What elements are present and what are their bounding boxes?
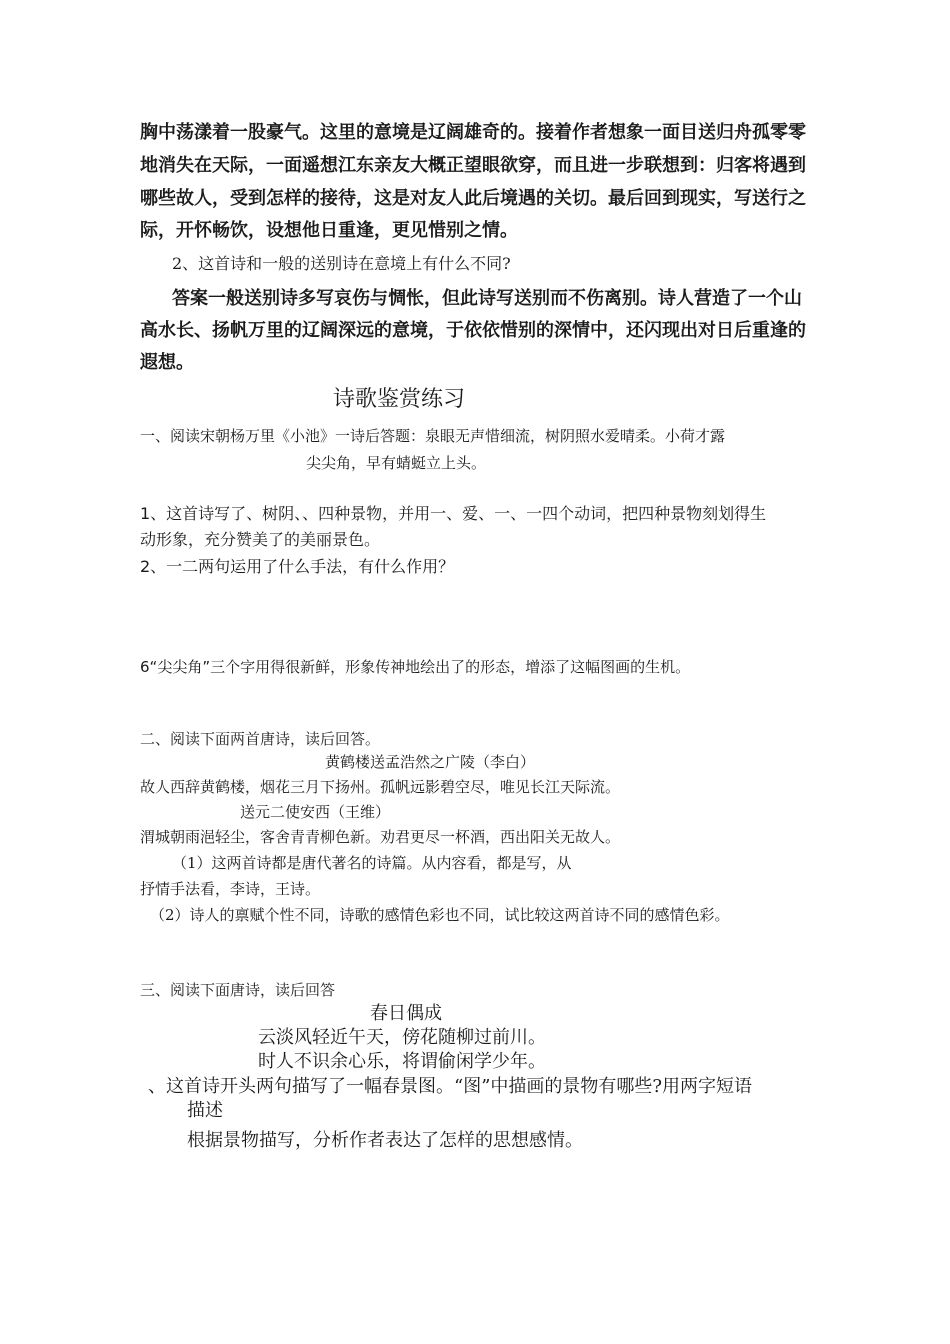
intro-line-3: 哪些故人，受到怎样的接待，这是对友人此后境遇的关切。最后回到现实，写送行之 xyxy=(140,188,806,209)
section1-q6: 6“尖尖角”三个字用得很新鲜，形象传神地绘出了的形态，增添了这幅图画的生机。 xyxy=(140,658,691,676)
section3-heading: 三、阅读下面唐诗，读后回答 xyxy=(140,981,336,999)
section1-heading-line-1: 一、阅读宋朝杨万里《小池》一诗后答题：泉眼无声惜细流，树阴照水爱晴柔。小荷才露 xyxy=(140,427,726,445)
answer-line-3: 遐想。 xyxy=(140,352,194,373)
poem1-title: 黄鹤楼送孟浩然之广陵（李白） xyxy=(325,753,536,771)
section1-q1-line-1: 1、这首诗写了、树阴、、四种景物，并用一、爱、一、一四个动词，把四种景物刻划得生 xyxy=(140,504,767,523)
intro-question-2: 2、这首诗和一般的送别诗在意境上有什么不同? xyxy=(172,254,511,273)
page-title: 诗歌鉴赏练习 xyxy=(333,387,466,412)
section3-q1-line-1: 、这首诗开头两句描写了一幅春景图。“图”中描画的景物有哪些?用两字短语 xyxy=(148,1076,753,1097)
section1-heading-line-2: 尖尖角，早有蜻蜓立上头。 xyxy=(306,454,487,472)
section2-q1-line-2: 抒情手法看，李诗，王诗。 xyxy=(140,880,321,898)
poem1-text: 故人西辞黄鹤楼，烟花三月下扬州。孤帆远影碧空尽，唯见长江天际流。 xyxy=(140,778,621,796)
section2-heading: 二、阅读下面两首唐诗，读后回答。 xyxy=(140,730,381,748)
poem3-line-2: 时人不识余心乐，将谓偷闲学少年。 xyxy=(258,1051,546,1072)
section2-q2: （2）诗人的禀赋个性不同，诗歌的感情色彩也不同，试比较这两首诗不同的感情色彩。 xyxy=(150,906,730,924)
poem3-line-1: 云淡风轻近午天，傍花随柳过前川。 xyxy=(258,1027,546,1048)
intro-line-4: 际，开怀畅饮，设想他日重逢，更见惜别之情。 xyxy=(140,220,518,241)
poem3-title: 春日偶成 xyxy=(370,1003,442,1024)
section2-q1-line-1: （1）这两首诗都是唐代著名的诗篇。从内容看，都是写，从 xyxy=(172,854,572,872)
section1-q1-line-2: 动形象，充分赞美了的美丽景色。 xyxy=(140,530,381,549)
intro-line-2: 地消失在天际，一面遥想江东亲友大概正望眼欲穿，而且进一步联想到：归客将遇到 xyxy=(140,155,806,176)
poem2-title: 送元二使安西（王维） xyxy=(240,803,391,821)
section3-q1-line-2: 描述 xyxy=(187,1100,223,1121)
section1-q2: 2、一二两句运用了什么手法，有什么作用？ xyxy=(140,557,455,576)
poem2-text: 渭城朝雨浥轻尘，客舍青青柳色新。劝君更尽一杯酒，西出阳关无故人。 xyxy=(140,828,621,846)
answer-line-2: 高水长、扬帆万里的辽阔深远的意境，于依依惜别的深情中，还闪现出对日后重逢的 xyxy=(140,320,806,341)
answer-line-1: 答案一般送别诗多写哀伤与惆怅，但此诗写送别而不伤离别。诗人营造了一个山 xyxy=(172,288,802,309)
section3-q2: 根据景物描写，分析作者表达了怎样的思想感情。 xyxy=(187,1130,583,1151)
intro-line-1: 胸中荡漾着一股豪气。这里的意境是辽阔雄奇的。接着作者想象一面目送归舟孤零零 xyxy=(140,122,806,143)
